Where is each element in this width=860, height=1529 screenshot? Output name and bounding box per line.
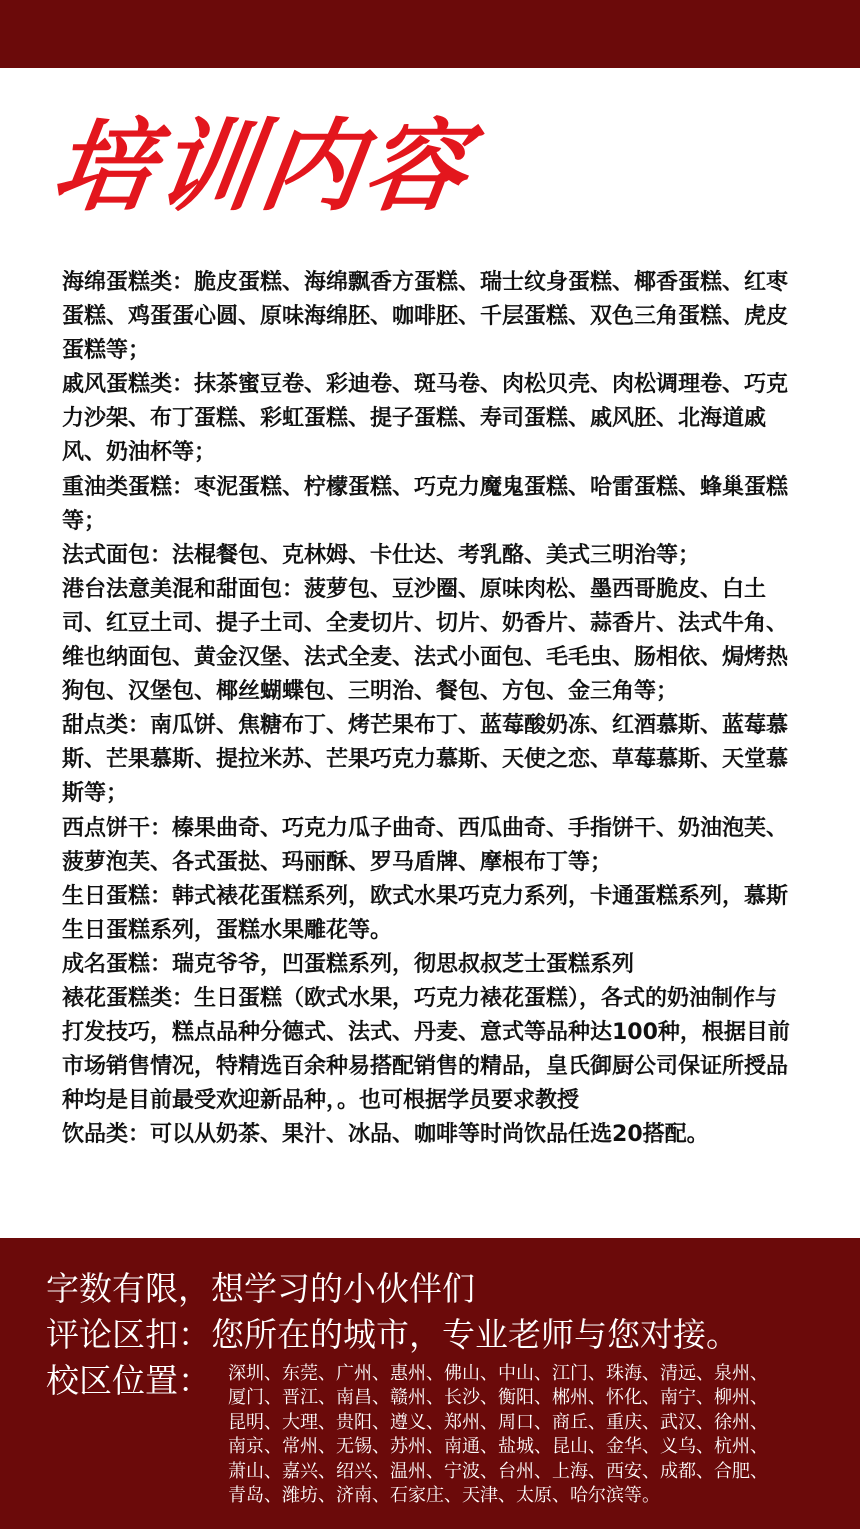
section-label: 西点饼干： [62,815,173,841]
city-row: 南京、常州、无锡、苏州、南通、盐城、昆山、金华、义乌、杭州、 [228,1436,768,1458]
footer-line-1: 字数有限，想学习的小伙伴们 [46,1269,475,1308]
city-row: 萧山、嘉兴、绍兴、温州、宁波、台州、上海、西安、成都、合肥、 [228,1460,768,1482]
section-label: 裱花蛋糕类： [62,985,195,1011]
campus-label: 校区位置： [46,1361,211,1400]
section-sponge-cake [62,266,792,368]
section-chiffon-cake [62,368,792,470]
top-banner [0,0,860,68]
section-label: 港台法意美混和甜面包： [62,576,305,602]
footer-banner [0,1238,860,1529]
section-famous-cake [62,948,792,982]
section-text: 枣泥蛋糕、柠檬蛋糕、巧克力魔鬼蛋糕、哈雷蛋糕、蜂巢蛋糕等； [62,474,789,534]
page-title: 培训内容 [45,108,478,225]
section-french-bread [62,539,792,573]
section-butter-cake [62,471,792,539]
city-row: 厦门、晋江、南昌、赣州、长沙、衡阳、郴州、怀化、南宁、柳州、 [228,1387,768,1409]
section-cookies [62,812,792,880]
section-text: 榛果曲奇、巧克力瓜子曲奇、西瓜曲奇、手指饼干、奶油泡芙、菠萝泡芙、各式蛋挞、玛丽酥、罗马盾牌、摩根布丁等； [62,815,789,875]
section-label: 甜点类： [62,713,151,739]
section-label: 海绵蛋糕类： [62,270,195,295]
section-decorated-cake [62,982,792,1118]
section-text: 脆皮蛋糕、海绵飘香方蛋糕、瑞士纹身蛋糕、椰香蛋糕、红枣蛋糕、鸡蛋蛋心圆、原味海绵胚、咖啡胚、千层蛋糕、双色三角蛋糕、虎皮蛋糕等； [62,270,789,364]
section-text: 法棍餐包、克林姆、卡仕达、考乳酪、美式三明治等； [172,542,701,568]
section-sweet-bread [62,573,792,709]
section-label: 重油类蛋糕： [62,474,195,500]
city-row: 青岛、潍坊、济南、石家庄、天津、太原、哈尔滨等。 [228,1485,660,1507]
section-drinks [62,1118,792,1152]
training-content [62,266,792,1152]
city-row: 深圳、东莞、广州、惠州、佛山、中山、江门、珠海、清远、泉州、 [228,1363,768,1384]
campus-city-list [228,1362,828,1508]
section-text: 菠萝包、豆沙圈、原味肉松、墨西哥脆皮、白土司、红豆土司、提子土司、全麦切片、切片、奶香片、蒜香片、法式牛角、维也纳面包、黄金汉堡、法式全麦、法式小面包、毛毛虫、肠相依、焗烤热狗包、汉堡包、椰丝蝴蝶包、三明治、餐包、方包、金三角等； [62,576,789,705]
section-birthday-cake [62,880,792,948]
section-text: 南瓜饼、焦糖布丁、烤芒果布丁、蓝莓酸奶冻、红酒慕斯、蓝莓慕斯、芒果慕斯、提拉米苏、芒果巧克力慕斯、天使之恋、草莓慕斯、天堂慕斯等； [62,713,789,807]
section-text: 生日蛋糕（欧式水果，巧克力裱花蛋糕），各式的奶油制作与打发技巧，糕点品种分德式、法式、丹麦、意式等品种达100种，根据目前市场销售情况，特精选百余种易搭配销售的精品，皇氏御厨公司保证所授品种均是目前最受欢迎新品种，。也可根据学员要求教授 [62,985,790,1114]
section-text: 抹茶蜜豆卷、彩迪卷、斑马卷、肉松贝壳、肉松调理卷、巧克力沙架、布丁蛋糕、彩虹蛋糕、提子蛋糕、寿司蛋糕、戚风胚、北海道戚风、奶油杯等； [62,372,789,466]
city-row: 昆明、大理、贵阳、遵义、郑州、周口、商丘、重庆、武汉、徐州、 [228,1411,768,1433]
section-label: 成名蛋糕： [62,951,173,977]
section-text: 可以从奶茶、果汁、冰品、咖啡等时尚饮品任选20搭配。 [150,1122,709,1148]
section-text: 瑞克爷爷，凹蛋糕系列，彻思叔叔芝士蛋糕系列 [172,951,635,977]
section-label: 法式面包： [62,542,173,568]
section-text: 韩式裱花蛋糕系列，欧式水果巧克力系列，卡通蛋糕系列，慕斯生日蛋糕系列，蛋糕水果雕花等。 [62,883,789,943]
section-label: 生日蛋糕： [62,883,173,909]
section-label: 戚风蛋糕类： [62,372,195,398]
section-desserts [62,709,792,811]
footer-line-2: 评论区扣：您所在的城市，专业老师与您对接。 [46,1315,739,1354]
section-label: 饮品类： [62,1122,151,1148]
